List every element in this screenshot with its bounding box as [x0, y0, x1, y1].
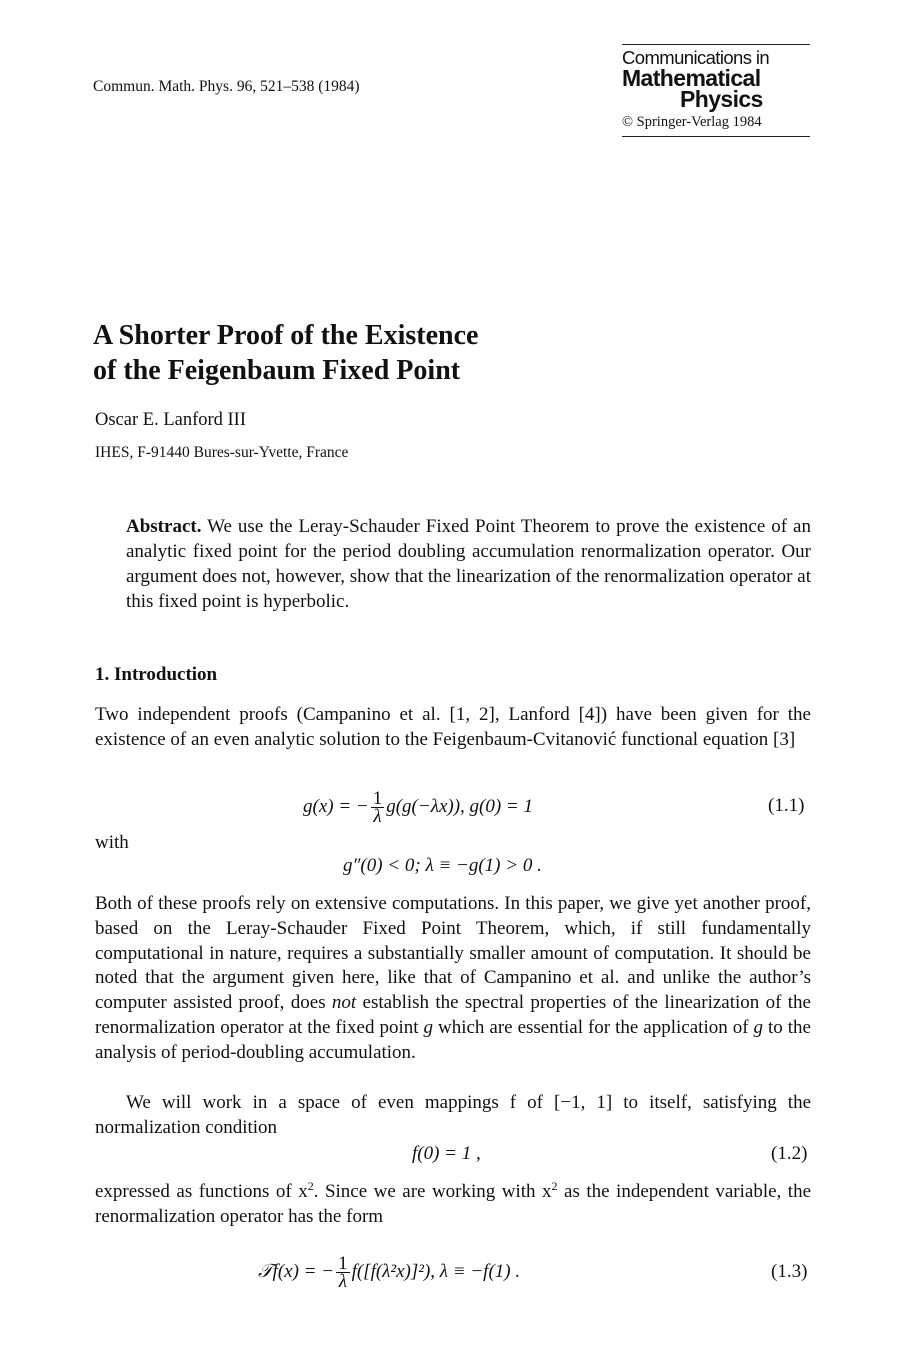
logo-line-1: Communications in	[622, 47, 770, 68]
copyright-notice: © Springer-Verlag 1984	[622, 114, 762, 130]
equation-condition: g″(0) < 0; λ ≡ −g(1) > 0 .	[343, 855, 542, 876]
journal-logo	[622, 44, 810, 137]
equation-1-3: 𝒯f(x) = − $\frac{1}{\lambda}$ f([f(λ²x)]²), λ ≡ −f(1) .	[258, 1253, 521, 1292]
paragraph-1: Two independent proofs (Campanino et al. [1, 2], Lanford [4]) have been given for the existence of an even analytic solution to the Feigenbaum-Cvitanović functional equation [3]	[95, 704, 811, 750]
logo-bottom-rule	[622, 136, 810, 137]
article-title	[93, 318, 478, 388]
logo-top-rule	[622, 44, 810, 45]
fraction: $\frac{1}{\lambda}$	[338, 1253, 348, 1292]
logo-line-2: Mathematical	[622, 65, 761, 91]
journal-citation: Commun. Math. Phys. 96, 521–538 (1984)	[93, 78, 360, 95]
title-line-2: of the Feigenbaum Fixed Point	[93, 355, 461, 386]
logo-line-3: Physics	[680, 86, 763, 112]
abstract-label: Abstract.	[126, 516, 202, 537]
section-heading: 1. Introduction	[95, 664, 218, 685]
author-affiliation: IHES, F-91440 Bures-sur-Yvette, France	[95, 444, 349, 461]
equation-number: (1.1)	[768, 795, 805, 816]
equation-number: (1.3)	[771, 1261, 808, 1282]
equation-1-2: f(0) = 1 ,	[412, 1143, 481, 1164]
with-label: with	[95, 832, 129, 853]
fraction: $\frac{1}{\lambda}$	[372, 788, 383, 827]
equation-number: (1.2)	[771, 1143, 808, 1164]
abstract	[126, 514, 811, 614]
title-line-1: A Shorter Proof of the Existence	[93, 320, 479, 351]
abstract-text: We use the Leray-Schauder Fixed Point Theorem to prove the existence of an analytic fixed point for the period doubling accumulation renormalization operator. Our argument does not, however, show that the linearization of the renormalization operator at this fixed point is hyperbolic.	[126, 516, 811, 612]
author-name: Oscar E. Lanford III	[95, 410, 247, 430]
paragraph-2: Both of these proofs rely on extensive computations. In this paper, we give yet another proof, based on the Leray-Schauder Fixed Point Theorem, which, if still fundamentally computational in nature, requires a substantially smaller amount of computation. It should be noted that the argument given here, like that of Campanino et al. and unlike the author’s computer assisted proof, does not establish the spectral properties of the linearization of the renormalization operator at the fixed point g which are essential for the application of g to the analysis of period-doubling accumulation.	[95, 893, 811, 1063]
paragraph-4: expressed as functions of $x^2$. Since we are working with $x^2$ as the independent variable, the renormalization operator has the form	[95, 1179, 812, 1227]
paragraph-3: We will work in a space of even mappings f of [−1, 1] to itself, satisfying the normalization condition	[95, 1092, 811, 1138]
equation-1-1: g(x) = − $\frac{1}{\lambda}$ g(g(−λx)), g(0) = 1	[303, 788, 534, 827]
